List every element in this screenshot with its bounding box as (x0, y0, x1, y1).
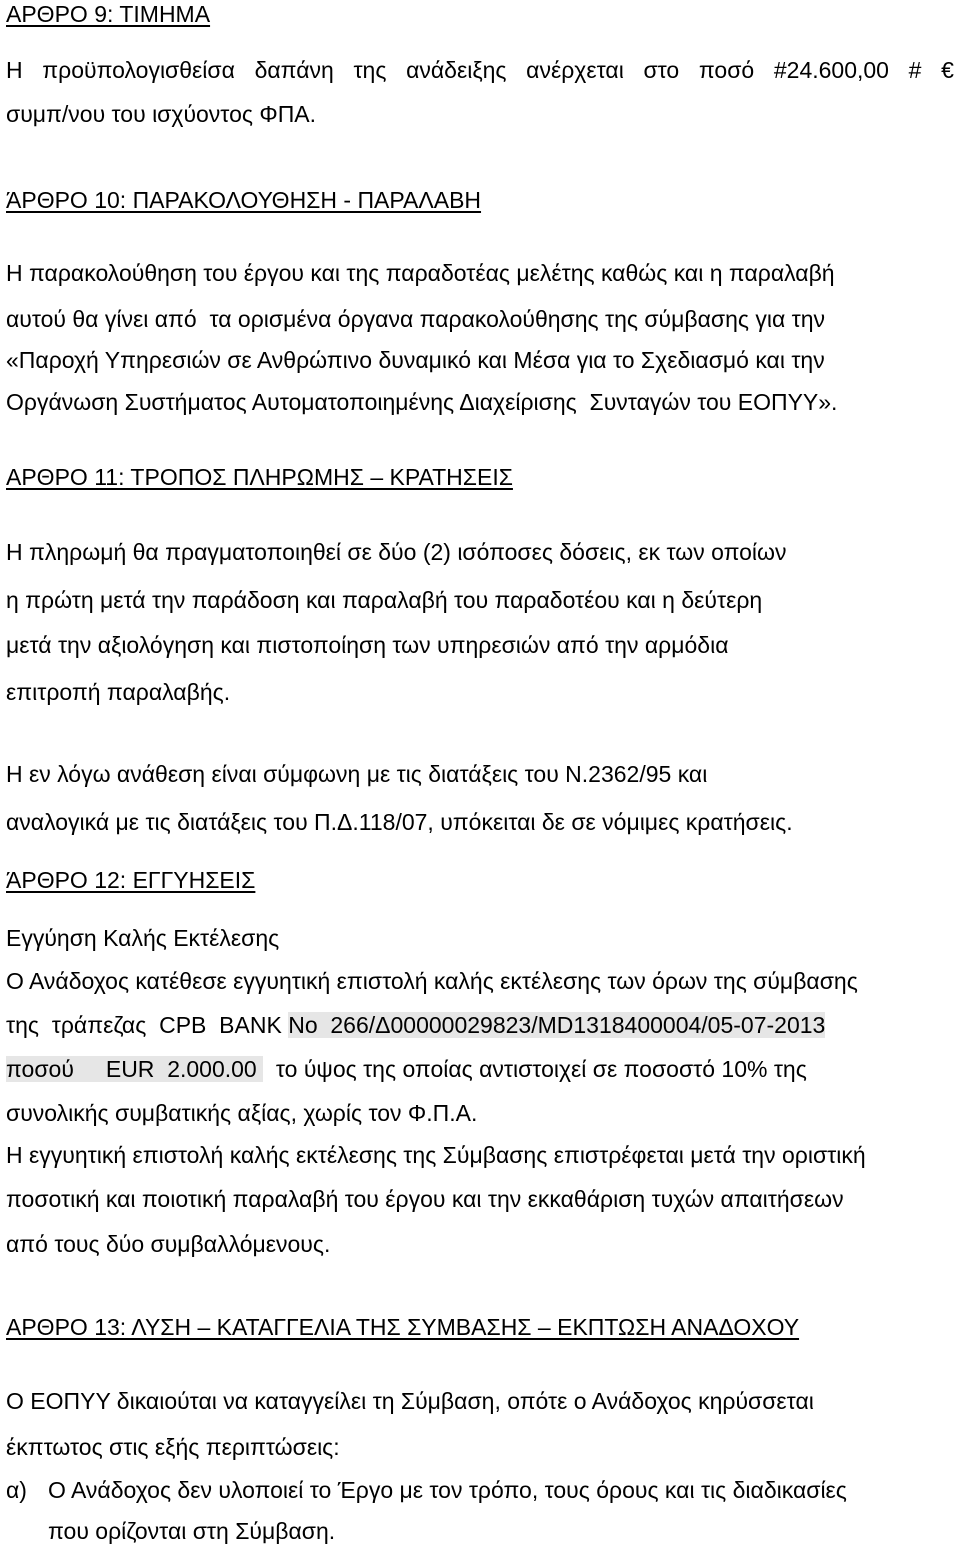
currency-symbol: € (941, 57, 954, 83)
article-13-line-2: έκπτωτος στις εξής περιπτώσεις: (6, 1434, 340, 1460)
article-12-line-2 (6, 1011, 825, 1039)
article-10-line-4: Οργάνωση Συστήματος Αυτοματοποιημένης Διαχείρισης Συνταγών του ΕΟΠΥΥ». (6, 389, 838, 415)
article-11-line-5: Η εν λόγω ανάθεση είναι σύμφωνη με τις διατάξεις του Ν.2362/95 και (6, 761, 708, 787)
list-marker: α) (6, 1477, 27, 1503)
article-11-heading: ΑΡΘΡΟ 11: ΤΡΟΠΟΣ ΠΛΗΡΩΜΗΣ – ΚΡΑΤΗΣΕΙΣ (6, 464, 513, 490)
list-item-a-line-1: Ο Ανάδοχος δεν υλοποιεί το Έργο με τον τρόπο, τους όρους και τις διαδικασίες (48, 1477, 847, 1503)
word: ποσό (698, 57, 755, 83)
word: στο (643, 57, 680, 83)
guarantee-subheading: Εγγύηση Καλής Εκτέλεσης (6, 925, 280, 951)
article-9-line-2: συμπ/νου του ισχύοντος ΦΠΑ. (6, 101, 317, 127)
article-12-line-6: ποσοτική και ποιοτική παραλαβή του έργου και την εκκαθάριση τυχών απαιτήσεων (6, 1186, 844, 1212)
article-11-line-1: Η πληρωμή θα πραγματοποιηθεί σε δύο (2) ισόποσες δόσεις, εκ των οποίων (6, 539, 787, 565)
article-13-line-1: Ο ΕΟΠΥΥ δικαιούται να καταγγείλει τη Σύμβαση, οπότε ο Ανάδοχος κηρύσσεται (6, 1388, 814, 1414)
article-12-line-7: από τους δύο συμβαλλόμενους. (6, 1231, 331, 1257)
list-item-a-line-2: που ορίζονται στη Σύμβαση. (48, 1518, 336, 1544)
word: δαπάνη (254, 57, 334, 83)
article-10-line-2: αυτού θα γίνει από τα ορισμένα όργανα παρακολούθησης της σύμβασης για την (6, 306, 826, 332)
article-12-line-3 (6, 1055, 807, 1083)
percentage-text: το ύψος της οποίας αντιστοιχεί σε ποσοστό 10% της (275, 1056, 807, 1082)
article-11-line-4: επιτροπή παραλαβής. (6, 679, 231, 705)
word: προϋπολογισθείσα (42, 57, 235, 83)
article-10-line-3: «Παροχή Υπηρεσιών σε Ανθρώπινο δυναμικό και Μέσα για το Σχεδιασμό και την (6, 347, 825, 373)
word: ανέρχεται (526, 57, 624, 83)
article-11-line-3: μετά την αξιολόγηση και πιστοποίηση των υπηρεσιών από την αρμόδια (6, 632, 729, 658)
article-9-line-1 (6, 56, 954, 84)
article-13-heading: ΑΡΘΡΟ 13: ΛΥΣΗ – ΚΑΤΑΓΓΕΛΙΑ ΤΗΣ ΣΥΜΒΑΣΗΣ – ΕΚΠΤΩΣΗ ΑΝΑΔΟΧΟΥ (6, 1314, 800, 1340)
article-12-heading: ΆΡΘΡΟ 12: ΕΓΓΥΗΣΕΙΣ (6, 867, 256, 893)
bank-text: της τράπεζας CPB BANK (6, 1012, 289, 1038)
guarantee-number: No 266/Δ00000029823/MD1318400004/05-07-2013 (288, 1012, 826, 1038)
article-9-heading: ΑΡΘΡΟ 9: ΤΙΜΗΜΑ (6, 1, 211, 27)
word: της (353, 57, 387, 83)
article-10-line-1: Η παρακολούθηση του έργου και της παραδοτέας μελέτης καθώς και η παραλαβή (6, 260, 835, 286)
article-12-line-1: Ο Ανάδοχος κατέθεσε εγγυητική επιστολή καλής εκτέλεσης των όρων της σύμβασης (6, 968, 858, 994)
list-item-a (6, 1476, 27, 1504)
article-11-line-6: αναλογικά με τις διατάξεις του Π.Δ.118/07, υπόκειται δε σε νόμιμες κρατήσεις. (6, 809, 793, 835)
amount: #24.600,00 (773, 57, 889, 83)
word: # (908, 57, 922, 83)
article-12-line-4: συνολικής συμβατικής αξίας, χωρίς τον Φ.Π.Α. (6, 1100, 478, 1126)
word: ανάδειξης (406, 57, 507, 83)
word: Η (6, 57, 23, 83)
article-10-heading: ΆΡΘΡΟ 10: ΠΑΡΑΚΟΛΟΥΘΗΣΗ - ΠΑΡΑΛΑΒΗ (6, 187, 482, 213)
article-11-line-2: η πρώτη μετά την παράδοση και παραλαβή του παραδοτέου και η δεύτερη (6, 587, 763, 613)
guarantee-amount: ποσού EUR 2.000.00 (6, 1056, 264, 1082)
article-12-line-5: Η εγγυητική επιστολή καλής εκτέλεσης της Σύμβασης επιστρέφεται μετά την οριστική (6, 1142, 866, 1168)
